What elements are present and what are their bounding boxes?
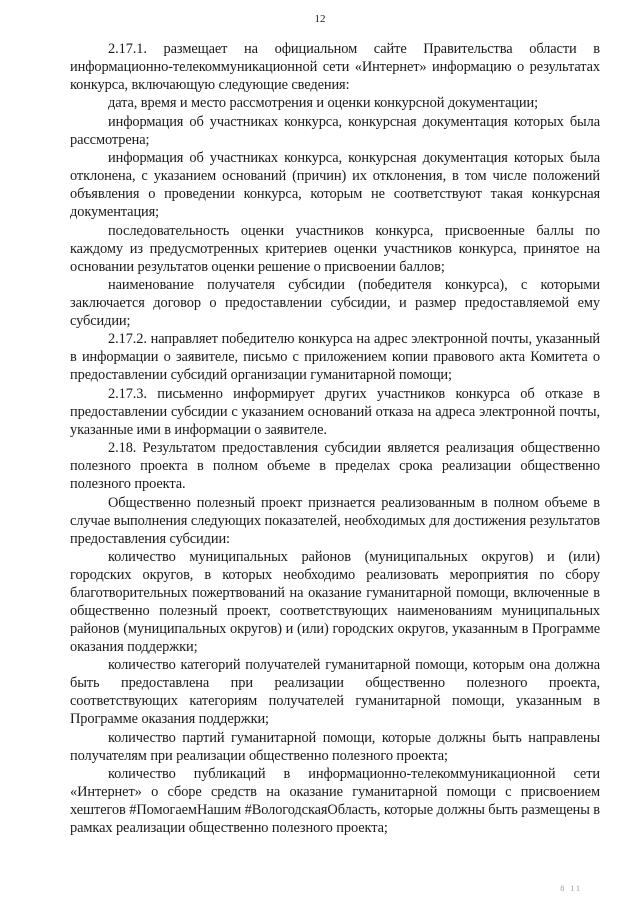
paragraph: 2.17.1. размещает на официальном сайте Правительства области в информационно-телекоммуникационной сети «Интернет» информацию о результатах конкурса, включающую следующие сведения:: [70, 41, 600, 93]
paragraph: последовательность оценки участников конкурса, присвоенные баллы по каждому из предусмотренных критериев оценки участников конкурса, принятое на основании результатов оценки решение о присвоении баллов;: [70, 222, 600, 275]
paragraph: информация об участниках конкурса, конкурсная документация которых была рассмотрена;: [70, 113, 600, 148]
paragraph: наименование получателя субсидии (победителя конкурса), с которыми заключается договор о предоставлении субсидии, и размер предоставляемой ему субсидии;: [70, 276, 600, 329]
paragraph: количество муниципальных районов (муниципальных округов) и (или) городских округов, в которых необходимо реализовать мероприятия по сбору благотворительных пожертвований на оказание гуманитарной помощи, включенные в общественно полезный проект, соответствующих наименованиям муниципальных районов (муниципальных округов) и (или) городских округов, указанным в Программе оказания поддержки;: [70, 548, 600, 655]
paragraph: 2.18. Результатом предоставления субсидии является реализация общественно полезного проекта в полном объеме в пределах срока реализации общественно полезного проекта.: [70, 440, 600, 493]
paragraph: 2.17.3. письменно информирует других участников конкурса об отказе в предоставлении субсидии с указанием оснований отказа на адреса электронной почты, указанные ими в информации о заявителе.: [70, 385, 600, 438]
footer-mark: 8 11: [560, 884, 582, 893]
paragraph: Общественно полезный проект признается реализованным в полном объеме в случае выполнения следующих показателей, необходимых для достижения результатов предоставления субсидии:: [70, 494, 600, 547]
paragraph: количество категорий получателей гуманитарной помощи, которым она должна быть предоставлена при реализации общественно полезного проекта, соответствующих категориям получателей гуманитарной помощи, указанным в Программе оказания поддержки;: [70, 657, 600, 728]
paragraph: дата, время и место рассмотрения и оценки конкурсной документации;: [108, 95, 539, 112]
paragraph: 2.17.2. направляет победителю конкурса на адрес электронной почты, указанный в информации о заявителе, письмо с приложением копии правового акта Комитета о предоставлении субсидий организации гуманитарной помощи;: [70, 331, 600, 384]
document-body: [70, 40, 600, 837]
paragraph: количество партий гуманитарной помощи, которые должны быть направлены получателям при реализации общественно полезного проекта;: [70, 729, 600, 764]
paragraph: количество публикаций в информационно-телекоммуникационной сети «Интернет» о сборе средств на оказание гуманитарной помощи с присвоением хештегов #ПомогаемНашим #ВологодскаяОбласть, которые должны быть размещены в рамках реализации общественно полезного проекта;: [70, 766, 600, 837]
page-number: 12: [314, 13, 326, 25]
paragraph: информация об участниках конкурса, конкурсная документация которых была отклонена, с указанием оснований (причин) их отклонения, в том числе положений объявления о проведении конкурса, которым не соответствуют такая конкурсная документация;: [70, 150, 600, 221]
